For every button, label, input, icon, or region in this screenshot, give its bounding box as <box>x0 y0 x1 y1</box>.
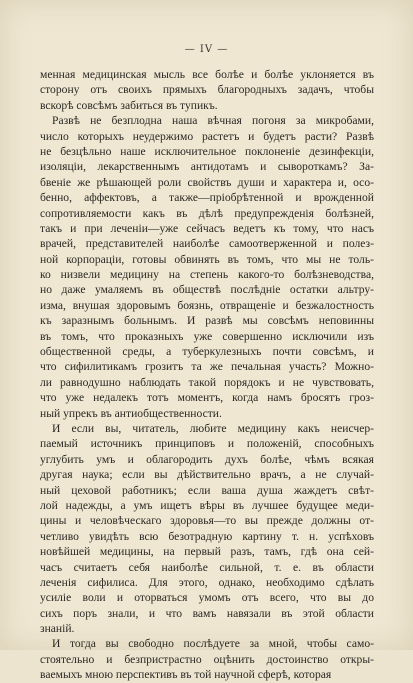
text-line: менная медицинская мысль все болѣе и болѣе уклоняется въ <box>40 68 374 81</box>
text-line: новѣйшей медицины, на первый разъ, тамъ, гдѣ она сей- <box>40 545 374 559</box>
text-line: число которыхъ неудержимо растетъ и будетъ расти? Развѣ <box>40 129 374 143</box>
text-line: бвеніе же рѣшающей роли свойствъ души и характера и, осо- <box>40 175 374 189</box>
text-line: И если вы, читатель, любите медицину какъ неисчер- <box>52 421 374 435</box>
text-line: четливо увидѣть всю безотрадную картину т. н. успѣховъ <box>40 529 374 543</box>
text-line: въ томъ, что проказныхъ уже совершенно исключили изъ <box>40 329 374 343</box>
text-line: лой надежды, а умъ ищетъ вѣры въ лучшее будущее меди- <box>40 498 374 512</box>
text-line: И тогда вы свободно послѣдуете за мной, чтобы само- <box>52 637 374 651</box>
text-line: ный упрекъ въ антиобщественности. <box>40 406 222 420</box>
text-line: бенно, аффектовъ, а также—пріобрѣтенной и врожденной <box>40 191 374 205</box>
text-line: стоятельно и безпристрастно оцѣнить достоинство откры- <box>40 652 374 666</box>
page-number-header: — IV — <box>184 44 229 55</box>
text-line: изоляціи, лекарственнымъ антидотамъ и сывороткамъ? За- <box>40 160 374 174</box>
text-line: ный цеховой работникъ; если ваша душа жаждетъ свѣт- <box>40 483 374 497</box>
text-line: изма, внушая здоровымъ боязнь, отвращеніе и безжалостность <box>40 298 374 312</box>
text-line: къ заразнымъ больнымъ. И развѣ мы совсѣмъ неповинны <box>40 314 374 328</box>
text-line: паемый источникъ принциповъ и положеній, способныхъ <box>40 437 374 451</box>
text-line: такъ и при леченіи—уже сейчасъ ведетъ къ тому, что насъ <box>40 221 374 235</box>
text-line: вскорѣ совсѣмъ забиться въ тупикъ. <box>40 98 218 112</box>
text-line: усиліе воли и оторваться умомъ отъ всего, что вы до <box>40 591 374 605</box>
paragraph <box>40 67 374 113</box>
page-body-text <box>40 67 374 683</box>
text-line: ной корпораціи, готовы обвинять въ томъ, что мы не толь- <box>40 252 374 266</box>
text-line: сопротивляемости какъ въ дѣлѣ предупрежденія болѣзней, <box>40 206 374 220</box>
text-line: ваемыхъ мною перспективъ въ той научной сферѣ, которая <box>40 668 332 682</box>
text-line: сихъ поръ знали, и что вамъ навязали въ этой области <box>40 606 374 620</box>
text-line: другая наука; если вы дѣйствительно врачъ, а не случай- <box>40 468 374 482</box>
text-line: что сифилитикамъ грозитъ та же печальная участь? Можно- <box>40 360 374 374</box>
paragraph <box>40 421 374 636</box>
paragraph <box>40 113 374 421</box>
text-line: углубить умъ и облагородить духъ болѣе, чѣмъ всякая <box>40 452 374 466</box>
text-line: сторону отъ своихъ прямыхъ благородныхъ задачъ, чтобы <box>40 83 374 97</box>
text-line: не безцѣльно наше исключительное поклоненіе дезинфекціи, <box>40 144 374 158</box>
text-line: леченія сифилиса. Для этого, однако, необходимо сдѣлать <box>40 575 374 589</box>
text-line: знаній. <box>40 622 75 636</box>
text-line: но даже умаляемъ въ обществѣ послѣдніе остатки альтру- <box>40 283 374 297</box>
paragraph <box>40 636 374 682</box>
text-line: ли равнодушно наблюдать такой порядокъ и не чувствовать, <box>40 375 374 389</box>
text-line: цины и человѣческаго здоровья—то вы прежде должны от- <box>40 514 374 528</box>
text-line: общественной среды, а туберкулезныхъ почти совсѣмъ, и <box>40 345 374 359</box>
text-line: Развѣ не безплодна наша вѣчная погоня за микробами, <box>52 114 374 128</box>
text-line: часъ считаетъ себя наиболѣе сильной, т. е. въ области <box>40 560 374 574</box>
text-line: ко низвели медицину на степень какого-то болѣзневодства, <box>40 268 374 282</box>
text-line: врачей, представителей наиболѣе самоотверженной и полез- <box>40 237 374 251</box>
text-line: что уже недалекъ тотъ моментъ, когда намъ бросятъ гроз- <box>40 391 374 405</box>
